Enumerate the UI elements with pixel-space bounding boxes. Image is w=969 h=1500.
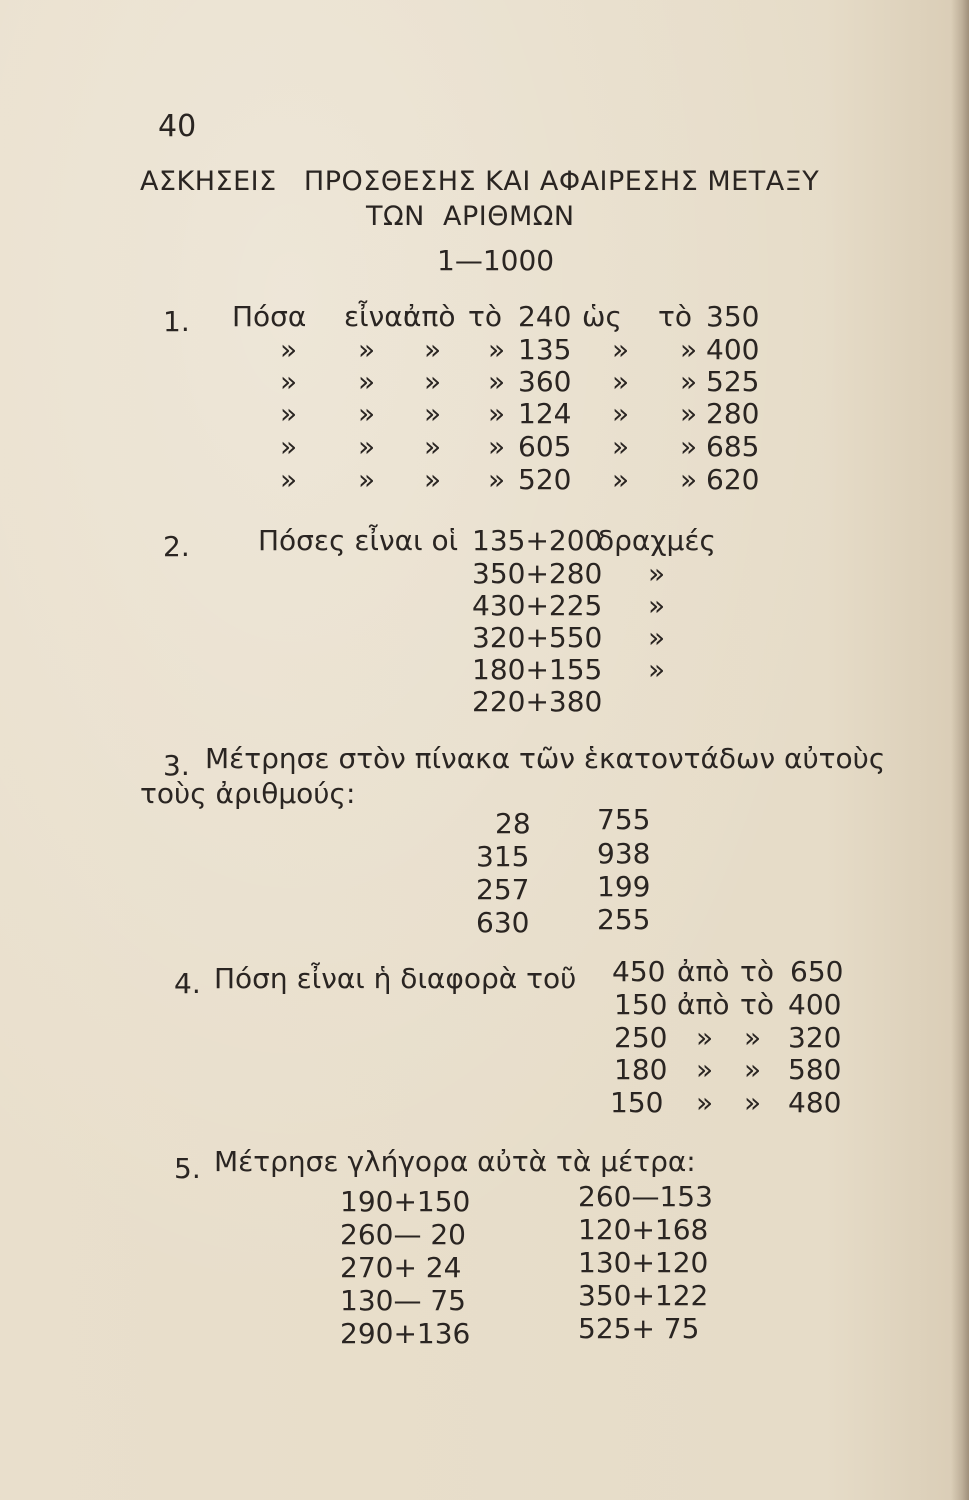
ex1-from-value: 605	[518, 430, 572, 463]
ex4-apo: ἀπὸ	[677, 955, 730, 988]
ex1-ditto: »	[680, 365, 698, 398]
ex1-ditto: »	[280, 397, 298, 430]
ex1-ditto: »	[612, 397, 630, 430]
ex2-sum: 135+200	[472, 524, 603, 557]
ex4-value-a: 150	[610, 1086, 664, 1119]
ex5-expression: 130— 75	[340, 1284, 466, 1317]
ex1-mid-word: ὡς	[582, 300, 622, 333]
ex1-ditto: »	[424, 365, 442, 398]
ex3-value: 28	[495, 807, 531, 840]
ex5-expression: 260—153	[578, 1180, 713, 1213]
ex3-value: 315	[476, 840, 530, 873]
ex3-value: 630	[476, 906, 530, 939]
ex1-to-value: 350	[706, 300, 760, 333]
ex1-to-word: τὸ	[658, 300, 692, 333]
ex4-number: 4.	[174, 967, 201, 1000]
ex1-ditto: »	[612, 463, 630, 496]
ex4-to: τὸ	[740, 988, 774, 1021]
page-number: 40	[158, 109, 197, 144]
ex1-ditto: »	[424, 333, 442, 366]
page-edge-shadow	[951, 0, 969, 1500]
ex4-value-a: 250	[614, 1021, 668, 1054]
ex1-ditto: »	[680, 463, 698, 496]
ex4-ditto: »	[744, 1086, 762, 1119]
ex2-ditto: »	[648, 621, 666, 654]
heading-range: 1—1000	[437, 244, 555, 277]
heading-line-2: ΤΩΝ ΑΡΙΘΜΩΝ	[366, 201, 575, 232]
ex2-ditto: »	[648, 589, 666, 622]
ex5-prompt: Μέτρησε γλήγορα αὐτὰ τὰ μέτρα:	[214, 1145, 696, 1178]
ex4-prompt: Πόση εἶναι ἡ διαφορὰ τοῦ	[214, 962, 577, 995]
ex2-sum: 220+380	[472, 685, 603, 718]
ex4-ditto: »	[696, 1053, 714, 1086]
ex2-number: 2.	[163, 530, 190, 563]
ex4-ditto: »	[696, 1086, 714, 1119]
ex1-to-value: 280	[706, 397, 760, 430]
ex2-ditto: »	[648, 557, 666, 590]
ex1-word-posa: Πόσα	[232, 300, 307, 333]
ex3-value: 199	[597, 870, 651, 903]
ex1-ditto: »	[424, 430, 442, 463]
ex1-number: 1.	[163, 305, 190, 338]
ex4-ditto: »	[696, 1021, 714, 1054]
ex3-prompt-line-1: Μέτρησε στὸν πίνακα τῶν ἑκατοντάδων αὐτοὺς	[205, 742, 886, 775]
ex4-value-b: 580	[788, 1053, 842, 1086]
ex4-value-b: 400	[788, 988, 842, 1021]
ex4-to: τὸ	[740, 955, 774, 988]
ex2-sum: 180+155	[472, 653, 603, 686]
ex4-value-a: 450	[612, 955, 666, 988]
ex1-from-value: 124	[518, 397, 572, 430]
ex5-number: 5.	[174, 1152, 201, 1185]
ex1-ditto: »	[280, 333, 298, 366]
ex1-from-value: 360	[518, 365, 572, 398]
ex1-ditto: »	[488, 333, 506, 366]
ex4-value-b: 320	[788, 1021, 842, 1054]
heading-line-1: ΑΣΚΗΣΕΙΣ ΠΡΟΣΘΕΣΗΣ ΚΑΙ ΑΦΑΙΡΕΣΗΣ ΜΕΤΑΞΥ	[140, 166, 820, 197]
ex4-ditto: »	[744, 1021, 762, 1054]
ex3-number: 3.	[163, 749, 190, 782]
ex1-ditto: »	[280, 463, 298, 496]
ex4-value-b: 480	[788, 1086, 842, 1119]
ex4-value-a: 150	[614, 988, 668, 1021]
ex5-expression: 525+ 75	[578, 1312, 700, 1345]
ex4-ditto: »	[744, 1053, 762, 1086]
ex1-ditto: »	[488, 365, 506, 398]
ex1-word-einai: εἶναι	[344, 300, 413, 333]
ex1-ditto: »	[488, 463, 506, 496]
ex5-expression: 190+150	[340, 1185, 471, 1218]
ex1-ditto: »	[488, 397, 506, 430]
ex4-value-b: 650	[790, 955, 844, 988]
ex1-ditto: »	[424, 463, 442, 496]
ex1-to-value: 525	[706, 365, 760, 398]
ex1-from-value: 520	[518, 463, 572, 496]
ex4-apo: ἀπὸ	[677, 988, 730, 1021]
ex2-prompt: Πόσες εἶναι οἱ	[258, 524, 459, 557]
ex3-value: 257	[476, 873, 530, 906]
ex1-ditto: »	[680, 430, 698, 463]
ex5-expression: 350+122	[578, 1279, 709, 1312]
ex1-ditto: »	[358, 333, 376, 366]
ex3-prompt-line-2: τοὺς ἀριθμούς:	[140, 777, 356, 810]
ex1-ditto: »	[680, 333, 698, 366]
ex1-from-value: 135	[518, 333, 572, 366]
ex5-expression: 270+ 24	[340, 1251, 462, 1284]
ex4-value-a: 180	[614, 1053, 668, 1086]
ex1-to-value: 400	[706, 333, 760, 366]
ex5-expression: 130+120	[578, 1246, 709, 1279]
ex1-ditto: »	[358, 397, 376, 430]
ex1-ditto: »	[358, 430, 376, 463]
ex1-ditto: »	[488, 430, 506, 463]
ex1-word-to: τὸ	[468, 300, 502, 333]
ex5-expression: 260— 20	[340, 1218, 466, 1251]
ex2-sum: 320+550	[472, 621, 603, 654]
ex1-word-apo: ἀπὸ	[403, 300, 456, 333]
ex1-ditto: »	[680, 397, 698, 430]
ex1-ditto: »	[612, 333, 630, 366]
ex1-ditto: »	[358, 365, 376, 398]
ex1-to-value: 685	[706, 430, 760, 463]
ex5-expression: 290+136	[340, 1317, 471, 1350]
ex2-sum: 430+225	[472, 589, 603, 622]
ex1-ditto: »	[280, 430, 298, 463]
ex2-sum: 350+280	[472, 557, 603, 590]
ex1-to-value: 620	[706, 463, 760, 496]
ex2-unit: δραχμές	[597, 524, 716, 557]
ex5-expression: 120+168	[578, 1213, 709, 1246]
ex1-ditto: »	[424, 397, 442, 430]
ex1-ditto: »	[358, 463, 376, 496]
ex3-value: 938	[597, 837, 651, 870]
ex3-value: 755	[597, 803, 651, 836]
ex1-from-value: 240	[518, 300, 572, 333]
ex1-ditto: »	[612, 365, 630, 398]
ex2-ditto: »	[648, 653, 666, 686]
ex3-value: 255	[597, 903, 651, 936]
ex1-ditto: »	[612, 430, 630, 463]
ex1-ditto: »	[280, 365, 298, 398]
